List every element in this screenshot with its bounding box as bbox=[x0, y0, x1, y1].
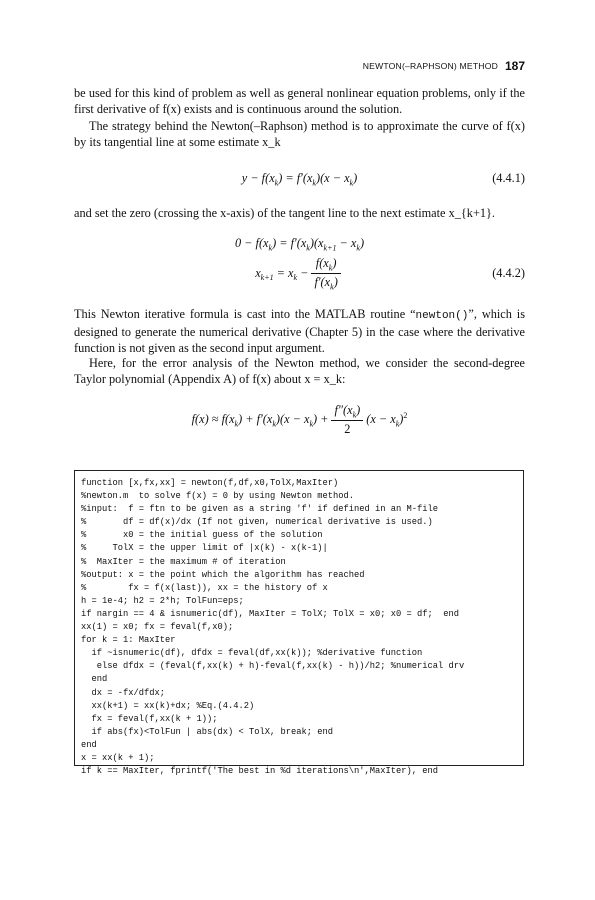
page-number: 187 bbox=[504, 59, 525, 73]
code-line: if ~isnumeric(df), dfdx = feval(df,xx(k)); %derivative function bbox=[81, 648, 423, 659]
taylor-fraction: $\frac{f''(x_k)}{2}$ bbox=[331, 403, 363, 437]
equation-4-4-2-line1-body: $0 - f(x_k) = f'(x_k)(x_{k+1} - x_k)$ bbox=[234, 236, 365, 253]
code-line: function [x,fx,xx] = newton(f,df,x0,TolX,MaxIter) bbox=[81, 478, 339, 488]
code-line: x = xx(k + 1); bbox=[81, 752, 155, 763]
code-line: xx(k+1) = xx(k)+dx; %Eq.(4.4.2) bbox=[81, 700, 255, 711]
code-line: %output: x = the point which the algorithm has reached bbox=[81, 569, 365, 580]
equation-4-4-1-body: $y - f(x_k) = f'(x_k)(x - x_k)$ bbox=[241, 171, 358, 188]
taylor-equation bbox=[74, 403, 525, 451]
code-line: end bbox=[81, 739, 97, 750]
code-line: % x0 = the initial guess of the solution bbox=[81, 530, 323, 541]
taylor-equation-body: $f(x) \approx f(x_k) + f'(x_k)(x - x_k)$ + $\frac{f''(x_k)}{2}$ $(x - x_k)^2$ bbox=[191, 403, 408, 437]
code-line: end bbox=[81, 674, 108, 685]
equation-4-4-2-fraction: $\frac{f(x_k)}{f'(x_k)}$ bbox=[311, 256, 340, 292]
equation-4-4-1-number: (4.4.1) bbox=[492, 171, 525, 185]
code-line: xx(1) = x0; fx = feval(f,x0); bbox=[81, 622, 234, 633]
code-line: % MaxIter = the maximum # of iteration bbox=[81, 556, 286, 567]
equation-4-4-2 bbox=[74, 256, 525, 296]
code-line: else dfdx = (feval(f,xx(k) + h)-feval(f,xx(k) - h))/h2; %numerical drv bbox=[81, 661, 465, 672]
paragraph-4-text-after: ”, which is designed to generate the numerical derivative (Chapter 5) in the case where the derivative function is not given as the second input argument. bbox=[74, 307, 525, 356]
code-line: for k = 1: MaxIter bbox=[81, 635, 176, 646]
code-listing-box bbox=[74, 470, 524, 777]
code-line: fx = feval(f,xx(k + 1)); bbox=[81, 713, 218, 724]
running-title: NEWTON(–RAPHSON) METHOD bbox=[362, 61, 498, 71]
equation-4-4-2-number: (4.4.2) bbox=[492, 266, 525, 280]
code-line: % df = df(x)/dx (If not given, numerical derivative is used.) bbox=[81, 517, 433, 528]
paragraph-4-text-before: This Newton iterative formula is cast into the MATLAB routine “ bbox=[74, 307, 416, 321]
paragraph-3: and set the zero (crossing the x-axis) of the tangent line to the next estimate x_{k+1}. bbox=[74, 206, 496, 220]
code-line: % fx = f(x(last)), xx = the history of x bbox=[81, 582, 328, 593]
paragraph-2: The strategy behind the Newton(–Raphson) method is to approximate the curve of f(x) by its tangential line at some estimate x_k bbox=[74, 119, 525, 150]
paragraph-1: be used for this kind of problem as well as general nonlinear equation problems, only if the first derivative of f(x) exists and is continuous around the solution. bbox=[74, 86, 525, 117]
code-line: if k == MaxIter, fprintf('The best in %d iterations\n',MaxIter), end bbox=[81, 766, 439, 777]
paragraph-5: Here, for the error analysis of the Newton method, we consider the second-degree Taylor polynomial (Appendix A) of f(x) about x = x_k: bbox=[74, 356, 525, 387]
code-line: %newton.m to solve f(x) = 0 by using Newton method. bbox=[81, 491, 355, 502]
code-line: %input: f = ftn to be given as a string 'f' if defined in an M-file bbox=[81, 504, 439, 515]
code-line: if abs(fx)<TolFun | abs(dx) < TolX, break; end bbox=[81, 726, 334, 737]
code-line: dx = -fx/dfdx; bbox=[81, 687, 166, 698]
equation-4-4-2-line1 bbox=[74, 236, 525, 254]
code-line: if nargin == 4 & isnumeric(df), MaxIter = TolX; TolX = x0; x0 = df; end bbox=[81, 608, 460, 619]
paragraph-4-code: newton() bbox=[415, 310, 469, 322]
running-header bbox=[0, 60, 595, 76]
code-line: % TolX = the upper limit of |x(k) - x(k-1)| bbox=[81, 543, 328, 554]
code-line: h = 1e-4; h2 = 2*h; TolFun=eps; bbox=[81, 595, 244, 606]
equation-4-4-2-body: $x_{k+1} = x_k$ − $\frac{f(x_k)}{f'(x_k)}$ bbox=[74, 256, 525, 292]
paragraph-4 bbox=[74, 306, 525, 357]
